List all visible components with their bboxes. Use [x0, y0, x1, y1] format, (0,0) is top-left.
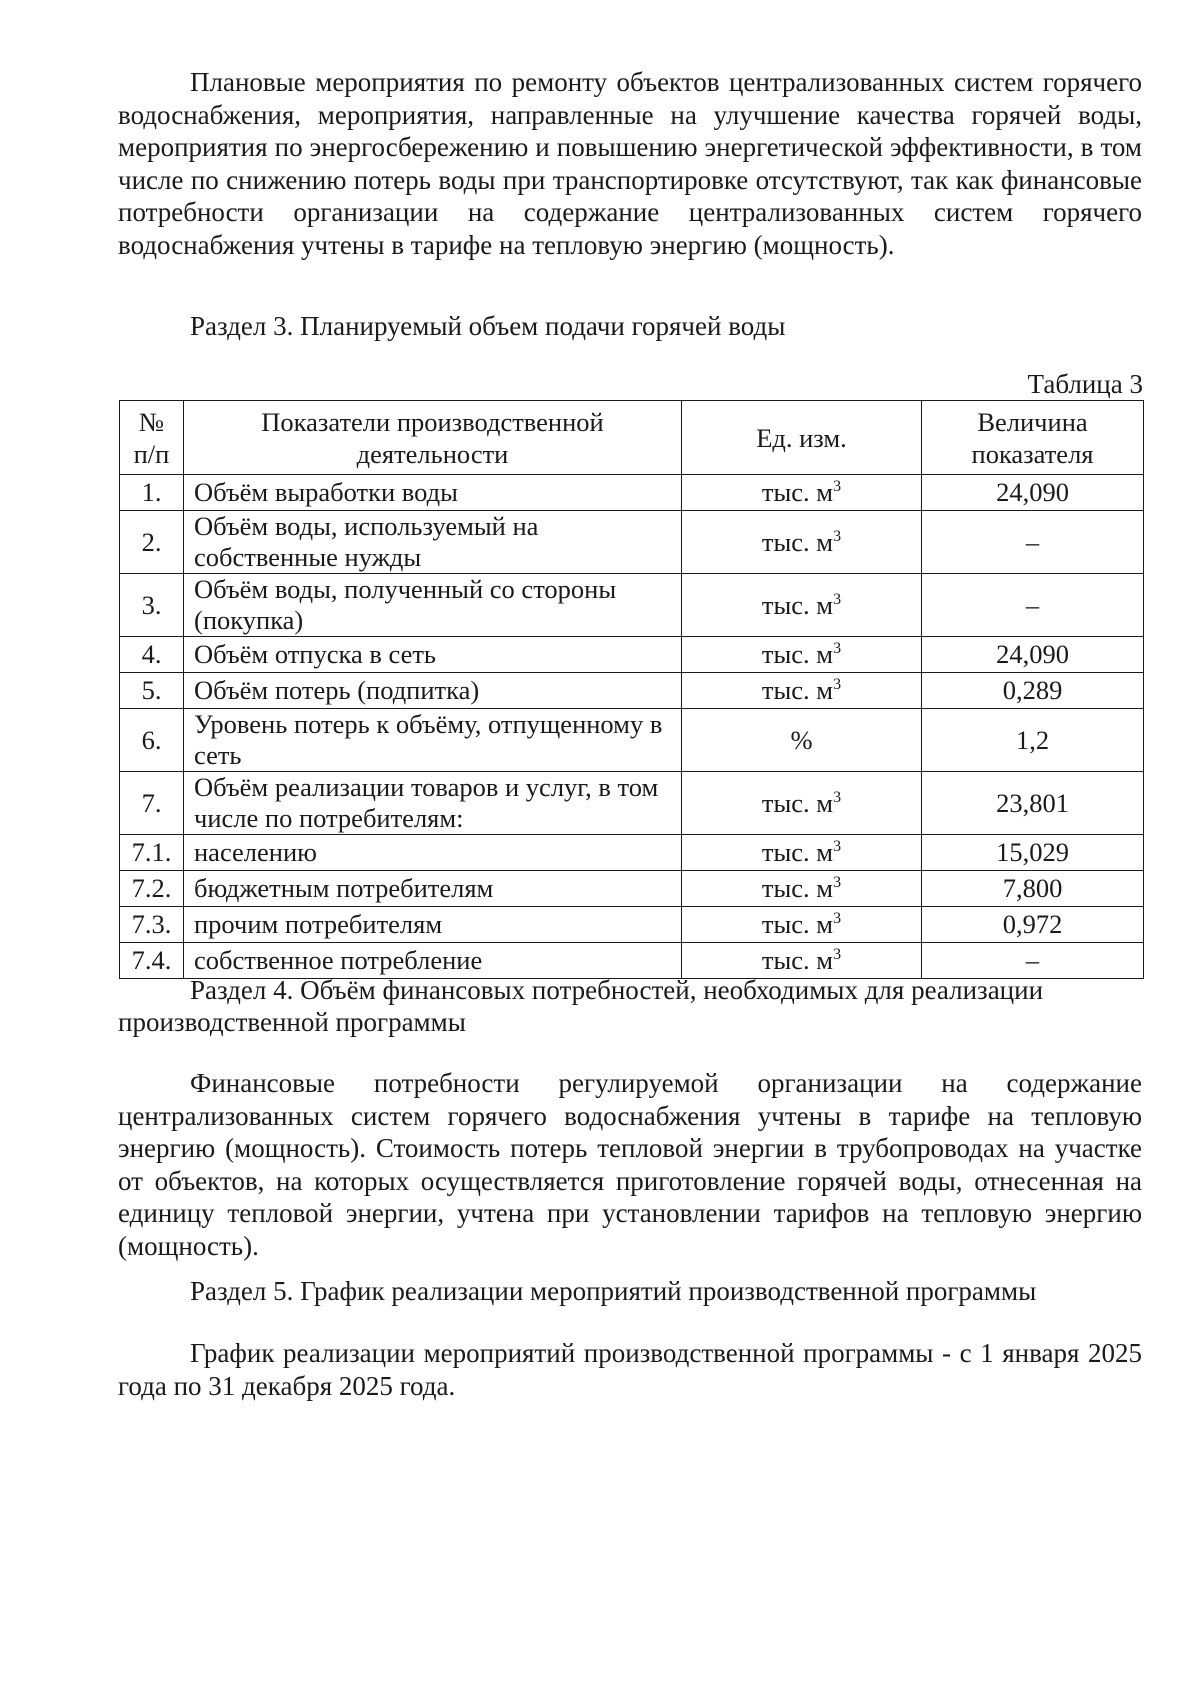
row-unit-cell — [682, 871, 922, 907]
table-row — [120, 637, 1144, 673]
row-value: 7,800 — [922, 871, 1144, 907]
row-value: 0,289 — [922, 673, 1144, 709]
row-unit: тыс. м — [761, 675, 834, 705]
header-indicator: Показатели производственной деятельности — [184, 401, 682, 475]
row-unit: тыс. м — [761, 787, 834, 818]
row-indicator: прочим потребителям — [184, 907, 682, 943]
table-row — [120, 475, 1144, 511]
row-unit-superscript: 3 — [833, 788, 842, 806]
section-4-title-line1: Раздел 4. Объём финансовых потребностей, необходимых для реализации — [190, 975, 1044, 1005]
row-indicator: Объём отпуска в сеть — [184, 637, 682, 673]
row-number: 7. — [120, 772, 184, 835]
table-row — [120, 772, 1144, 835]
row-indicator: Объём воды, используемый на собственные нужды — [184, 511, 682, 574]
row-unit: тыс. м — [761, 873, 834, 903]
table-caption: Таблица 3 — [1027, 369, 1143, 399]
row-value: 0,972 — [922, 907, 1144, 943]
section-4-title-line2: производственной программы — [118, 1007, 466, 1037]
row-indicator: Объём выработки воды — [184, 475, 682, 511]
water-supply-table — [119, 400, 1144, 979]
row-unit-superscript: 3 — [833, 946, 842, 963]
table-row — [120, 673, 1144, 709]
row-unit: тыс. м — [761, 589, 834, 620]
table-row — [120, 709, 1144, 772]
row-unit-superscript: 3 — [833, 676, 842, 693]
row-indicator: собственное потребление — [184, 943, 682, 979]
row-unit: тыс. м — [761, 945, 834, 975]
row-unit-cell — [682, 709, 922, 772]
row-unit: тыс. м — [761, 477, 834, 507]
row-unit: тыс. м — [761, 639, 834, 669]
row-unit-cell — [682, 673, 922, 709]
section-3-title: Раздел 3. Планируемый объем подачи горячей воды — [190, 311, 786, 341]
row-indicator: бюджетным потребителям — [184, 871, 682, 907]
table-header-row — [120, 401, 1144, 475]
header-value: Величина показателя — [922, 401, 1144, 475]
row-unit-cell — [682, 574, 922, 637]
row-unit-cell — [682, 475, 922, 511]
row-unit-superscript: 3 — [833, 478, 842, 495]
table-row — [120, 574, 1144, 637]
row-value: 23,801 — [922, 772, 1144, 835]
row-number: 7.1. — [120, 835, 184, 871]
row-indicator: Объём реализации товаров и услуг, в том числе по потребителям: — [184, 772, 682, 835]
row-unit: % — [790, 724, 813, 755]
row-value: 15,029 — [922, 835, 1144, 871]
row-number: 2. — [120, 511, 184, 574]
table-row — [120, 907, 1144, 943]
row-unit-cell — [682, 637, 922, 673]
row-number: 7.2. — [120, 871, 184, 907]
row-number: 1. — [120, 475, 184, 511]
row-unit-superscript: 3 — [833, 640, 842, 657]
row-indicator: Объём воды, полученный со стороны (покупка) — [184, 574, 682, 637]
row-unit: тыс. м — [761, 837, 834, 867]
row-value: – — [922, 511, 1144, 574]
row-indicator: Объём потерь (подпитка) — [184, 673, 682, 709]
row-unit-cell — [682, 907, 922, 943]
section-5-title: Раздел 5. График реализации мероприятий производственной программы — [190, 1276, 1037, 1306]
row-value: 24,090 — [922, 475, 1144, 511]
row-value: – — [922, 574, 1144, 637]
row-unit-superscript: 3 — [833, 910, 842, 927]
row-unit-superscript: 3 — [833, 838, 842, 855]
row-value: – — [922, 943, 1144, 979]
row-unit-superscript: 3 — [833, 590, 842, 608]
row-number: 4. — [120, 637, 184, 673]
row-unit-cell — [682, 511, 922, 574]
row-unit: тыс. м — [761, 526, 834, 557]
row-indicator: Уровень потерь к объёму, отпущенному в сеть — [184, 709, 682, 772]
row-indicator: населению — [184, 835, 682, 871]
row-unit-superscript: 3 — [833, 527, 842, 545]
table-row — [120, 835, 1144, 871]
row-unit-superscript: 3 — [833, 874, 842, 891]
row-number: 3. — [120, 574, 184, 637]
row-number: 7.3. — [120, 907, 184, 943]
intro-paragraph: Плановые мероприятия по ремонту объектов централизованных систем горячего водоснабжения, мероприятия, направленные на улучшение качества горячей воды, мероприятия по энергосбережению и повышению энергетической эффективности, в том числе по снижению потерь воды при транспортировке отсутствуют, так как финансовые потребности организации на содержание централизованных систем горячего водоснабжения учтены в тарифе на тепловую энергию (мощность). — [118, 67, 1142, 260]
section-5-body: График реализации мероприятий производственной программы - с 1 января 2025 года по 31 декабря 2025 года. — [118, 1338, 1142, 1401]
table-row — [120, 871, 1144, 907]
row-number: 6. — [120, 709, 184, 772]
header-unit: Ед. изм. — [682, 401, 922, 475]
row-value: 1,2 — [922, 709, 1144, 772]
row-unit: тыс. м — [761, 909, 834, 939]
row-number: 5. — [120, 673, 184, 709]
row-value: 24,090 — [922, 637, 1144, 673]
row-unit-cell — [682, 772, 922, 835]
section-4-body: Финансовые потребности регулируемой организации на содержание централизованных систем горячего водоснабжения учтены в тарифе на тепловую энергию (мощность). Стоимость потерь тепловой энергии в трубопроводах на участке от объектов, на которых осуществляется приготовление горячей воды, отнесенная на единицу тепловой энергии, учтена при установлении тарифов на тепловую энергию (мощность). — [118, 1068, 1142, 1261]
header-num: № п/п — [120, 401, 184, 475]
row-number: 7.4. — [120, 943, 184, 979]
table-row — [120, 511, 1144, 574]
row-unit-cell — [682, 835, 922, 871]
